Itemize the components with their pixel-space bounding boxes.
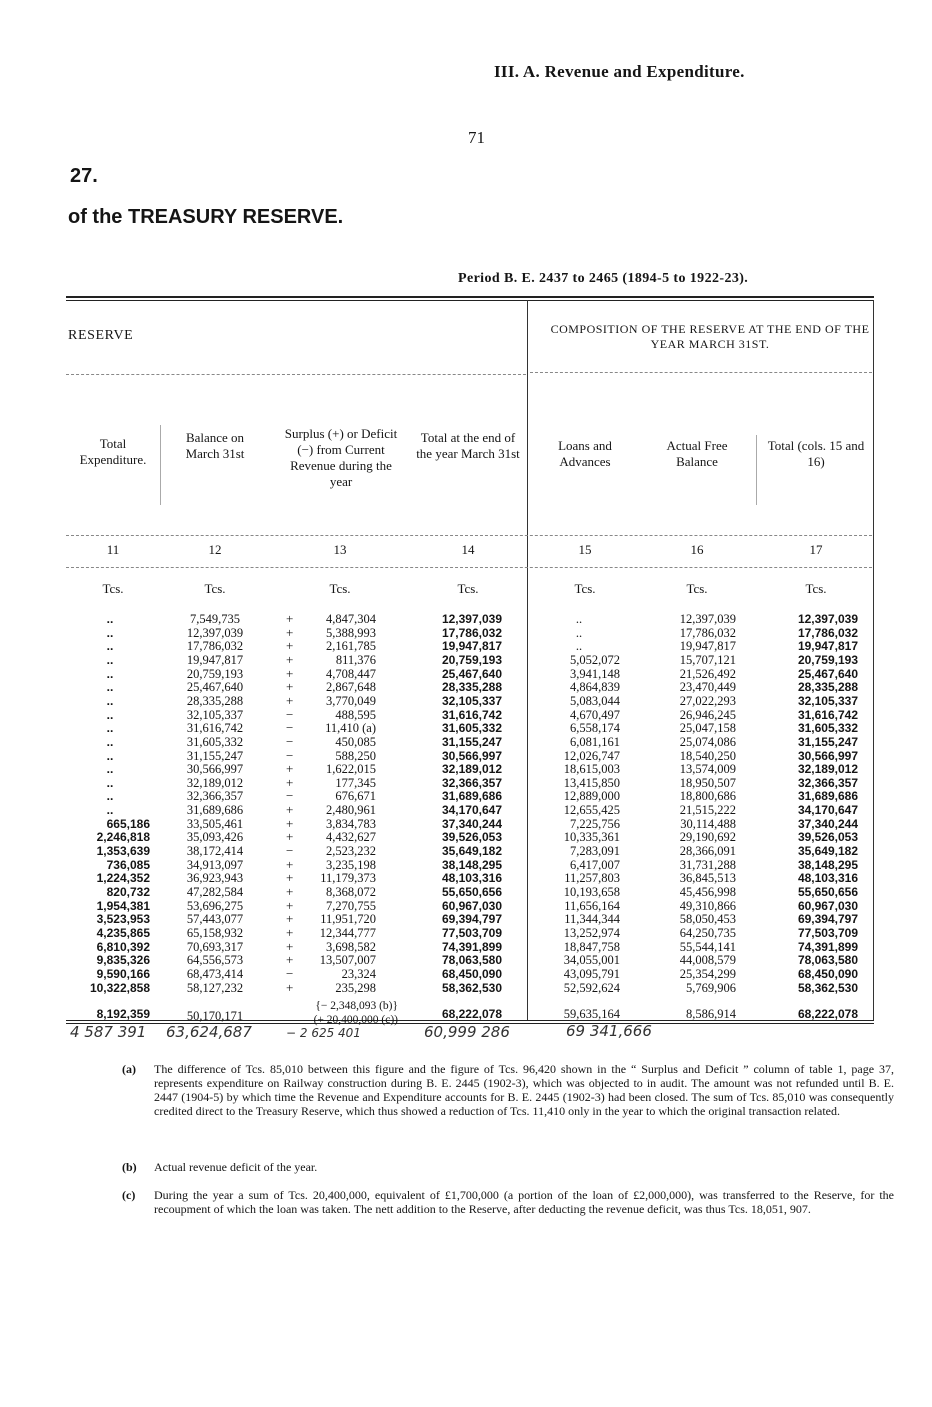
cell-total-end: 31,155,247 (441, 734, 502, 749)
cell-sign: + (286, 624, 294, 640)
cell-loans: 6,081,161 (570, 734, 620, 749)
cell-balance: 65,158,932 (186, 925, 244, 940)
cell-free-balance: 18,540,250 (679, 748, 736, 763)
cell-free-balance: 12,397,039 (679, 612, 736, 626)
cell-balance: 32,105,337 (186, 707, 244, 722)
cell-balance: 20,759,193 (186, 666, 244, 681)
cell-total-end: 38,148,295 (441, 857, 502, 872)
cell-total-expenditure: .. (106, 625, 114, 640)
cell-loans: 7,225,756 (570, 816, 620, 831)
reserve-group-label: RESERVE (68, 328, 134, 343)
cell-total-end: 55,650,656 (441, 885, 502, 899)
cell-sign: + (286, 829, 294, 845)
cell-free-balance: 18,950,507 (679, 775, 736, 790)
cell-total-expenditure: .. (106, 612, 114, 626)
cell-loans: 4,864,839 (570, 680, 620, 695)
cell-loans: 5,052,072 (570, 652, 620, 667)
cell-total-expenditure: .. (106, 762, 114, 777)
cell-loans: 11,344,344 (564, 912, 620, 927)
cell-balance: 47,282,584 (186, 885, 244, 899)
cell-loans: .. (575, 612, 583, 626)
cell-total-cols: 35,649,182 (797, 844, 858, 859)
cell-total-end: 20,759,193 (441, 652, 502, 667)
colhead-free-balance: Actual Free Balance (666, 438, 728, 469)
unit-15: Tcs. (574, 581, 596, 596)
period-label: Period B. E. 2437 to 2465 (1894-5 to 1922-23). (458, 271, 749, 286)
cell-total-expenditure: .. (106, 639, 114, 654)
cell-free-balance: 64,250,735 (679, 925, 736, 940)
cell-free-balance: 28,366,091 (679, 844, 736, 859)
cell-loans: 43,095,791 (563, 966, 620, 981)
cell-balance: 57,443,077 (186, 912, 244, 927)
cell-total-cols: 38,148,295 (797, 857, 858, 872)
cell-loans: 13,415,850 (563, 775, 620, 790)
last-balance: 50,170,171 (186, 1009, 244, 1023)
cell-total-cols: 69,394,797 (797, 912, 858, 927)
cell-balance: 7,549,735 (190, 612, 240, 626)
cell-surplus-deficit: 588,250 (335, 748, 376, 763)
note-b-text: Actual revenue deficit of the year. (154, 1160, 318, 1174)
cell-balance: 12,397,039 (186, 625, 244, 640)
cell-balance: 53,696,275 (186, 898, 244, 913)
cell-balance: 28,335,288 (186, 693, 244, 708)
cell-total-cols: 78,063,580 (797, 953, 858, 968)
cell-balance: 34,913,097 (186, 857, 244, 872)
cell-total-expenditure: .. (106, 789, 114, 804)
table-top-rule-inner (66, 300, 874, 301)
cell-total-end: 74,391,899 (441, 939, 502, 954)
col-sep-1 (160, 425, 161, 505)
cell-surplus-deficit: 11,951,720 (320, 912, 376, 927)
table-number: 27. (70, 165, 98, 187)
cell-total-expenditure: 10,322,858 (89, 980, 150, 995)
cell-total-expenditure: 4,235,865 (96, 925, 150, 940)
cell-total-cols: 25,467,640 (797, 666, 858, 681)
cell-total-cols: 30,566,997 (797, 748, 858, 763)
cell-surplus-deficit: 11,179,373 (320, 871, 376, 886)
cell-total-cols: 32,189,012 (797, 762, 858, 777)
group-divider (527, 300, 528, 1020)
cell-total-cols: 58,362,530 (797, 980, 858, 995)
cell-total-cols: 55,650,656 (797, 885, 858, 899)
composition-group-label: COMPOSITION OF THE RESERVE AT THE END OF THE YEAR MARCH 31ST. (550, 322, 870, 351)
cell-sign: − (286, 965, 294, 981)
cell-balance: 58,127,232 (186, 980, 244, 995)
colhead-dash (66, 535, 872, 536)
cell-total-cols: 31,689,686 (797, 789, 858, 804)
cell-sign: − (286, 706, 294, 722)
cell-total-expenditure: .. (106, 734, 114, 749)
cell-total-expenditure: 2,246,818 (96, 830, 150, 845)
cell-total-end: 17,786,032 (441, 625, 502, 640)
cell-sign: − (286, 843, 294, 859)
handwritten-balance: 63,624,687 (166, 1023, 252, 1041)
cell-free-balance: 25,047,158 (679, 721, 736, 736)
cell-total-expenditure: 1,954,381 (96, 898, 150, 913)
cell-surplus-deficit: 2,161,785 (326, 639, 376, 654)
cell-loans: .. (575, 639, 583, 654)
cell-total-expenditure: 3,523,953 (96, 912, 150, 927)
cell-balance: 36,923,943 (186, 871, 244, 886)
cell-free-balance: 19,947,817 (679, 639, 736, 654)
cell-surplus-deficit: 488,595 (335, 707, 376, 722)
unit-16: Tcs. (686, 581, 708, 596)
colnum-11: 11 (106, 542, 120, 557)
cell-sign: + (286, 856, 294, 872)
cell-free-balance: 27,022,293 (679, 693, 736, 708)
cell-sign: + (286, 952, 294, 968)
cell-total-cols: 77,503,709 (797, 925, 858, 940)
cell-balance: 35,093,426 (186, 830, 244, 845)
cell-total-end: 77,503,709 (441, 925, 502, 940)
cell-total-end: 39,526,053 (441, 830, 502, 845)
cell-balance: 64,556,573 (186, 953, 244, 968)
cell-surplus-deficit: 3,698,582 (326, 939, 376, 954)
cell-balance: 33,505,461 (186, 816, 244, 831)
handwritten-total-expenditure: 4 587 391 (70, 1023, 147, 1041)
cell-balance: 32,366,357 (186, 789, 244, 804)
colnum-14: 14 (461, 542, 475, 557)
cell-loans: 52,592,624 (563, 980, 620, 995)
unit-11: Tcs. (102, 581, 124, 596)
cell-balance: 38,172,414 (186, 844, 244, 859)
cell-free-balance: 23,470,449 (679, 680, 736, 695)
cell-total-end: 68,450,090 (441, 966, 502, 981)
cell-sign: + (286, 924, 294, 940)
cell-total-end: 12,397,039 (441, 612, 502, 626)
cell-surplus-deficit: 3,770,049 (326, 693, 376, 708)
cell-surplus-deficit: 3,834,783 (326, 816, 376, 831)
cell-free-balance: 15,707,121 (679, 652, 736, 667)
cell-total-expenditure: 9,835,326 (96, 953, 150, 968)
cell-total-end: 19,947,817 (441, 639, 502, 654)
cell-total-cols: 12,397,039 (797, 612, 858, 626)
cell-surplus-deficit: 450,085 (335, 734, 376, 749)
cell-sign: + (286, 774, 294, 790)
colhead-loans: Loans and Advances (558, 438, 612, 469)
cell-total-end: 31,689,686 (441, 789, 502, 804)
cell-surplus-deficit: 4,708,447 (326, 666, 376, 681)
cell-free-balance: 55,544,141 (679, 939, 736, 954)
unit-12: Tcs. (204, 581, 226, 596)
cell-total-end: 30,566,997 (441, 748, 502, 763)
cell-total-cols: 31,616,742 (797, 707, 858, 722)
cell-balance: 31,155,247 (186, 748, 244, 763)
cell-total-expenditure: .. (106, 707, 114, 722)
cell-total-end: 32,189,012 (441, 762, 502, 777)
cell-total-cols: 32,366,357 (797, 775, 858, 790)
cell-sign: − (286, 788, 294, 804)
cell-total-expenditure: .. (106, 748, 114, 763)
cell-loans: 18,615,003 (563, 762, 620, 777)
cell-free-balance: 58,050,453 (679, 912, 736, 927)
cell-balance: 68,473,414 (186, 966, 244, 981)
cell-sign: + (286, 802, 294, 818)
cell-loans: 11,257,803 (564, 871, 620, 886)
note-a-text: The difference of Tcs. 85,010 between this figure and the figure of Tcs. 96,420 shown in the “ Surplus and Deficit ” column of table 1, page 37, represents expenditure on Railway construction during B. E. 2445 (1902-3), which was objected to in audit. The amount was not refunded until B. E. 2447 (1904-5) by which time the Revenue and Expenditure accounts for B. E. 2445 (1902-3) had been closed. The sum of Tcs. 85,010 was consequently credited direct to the Treasury Reserve, which thus showed a reduction of Tcs. 11,410 only in the year to which the original transaction related. (154, 1062, 894, 1118)
cell-total-end: 31,616,742 (441, 707, 502, 722)
cell-sign: + (286, 815, 294, 831)
cell-total-cols: 31,605,332 (797, 721, 858, 736)
cell-total-end: 35,649,182 (441, 844, 502, 859)
cell-total-cols: 31,155,247 (797, 734, 858, 749)
cell-total-cols: 74,391,899 (797, 939, 858, 954)
cell-loans: 12,655,425 (563, 803, 620, 818)
cell-total-expenditure: .. (106, 693, 114, 708)
cell-free-balance: 25,354,299 (679, 966, 736, 981)
cell-total-expenditure: .. (106, 775, 114, 790)
colhead-total-end: Total at the end of the year March 31st (416, 430, 520, 461)
cell-total-end: 32,366,357 (441, 775, 502, 790)
cell-loans: 6,417,007 (570, 857, 620, 872)
cell-total-cols: 34,170,647 (797, 803, 858, 818)
cell-surplus-deficit: 235,298 (335, 980, 376, 995)
last-total-end: 68,222,078 (441, 1007, 502, 1021)
cell-balance: 31,689,686 (186, 803, 244, 818)
cell-free-balance: 25,074,086 (679, 734, 736, 749)
cell-sign: + (286, 897, 294, 913)
cell-surplus-deficit: 3,235,198 (326, 857, 376, 872)
cell-total-cols: 68,450,090 (797, 966, 858, 981)
cell-surplus-deficit: 1,622,015 (326, 762, 376, 777)
cell-balance: 19,947,817 (186, 652, 244, 667)
colnum-15: 15 (578, 542, 592, 557)
note-c-mark: (c) (122, 1188, 136, 1202)
cell-loans: 11,656,164 (564, 898, 620, 913)
cell-loans: 3,941,148 (570, 666, 620, 681)
handwritten-deficit: − 2 625 401 (286, 1026, 361, 1040)
cell-surplus-deficit: 13,507,007 (319, 953, 376, 968)
cell-free-balance: 26,946,245 (679, 707, 736, 722)
cell-surplus-deficit: 2,867,648 (326, 680, 376, 695)
cell-free-balance: 18,800,686 (679, 789, 736, 804)
section-title: III. A. Revenue and Expenditure. (494, 62, 745, 81)
cell-surplus-deficit: 4,847,304 (326, 612, 376, 626)
cell-balance: 31,605,332 (186, 734, 244, 749)
last-total-cols: 68,222,078 (797, 1007, 858, 1021)
page-number: 71 (468, 128, 485, 147)
cell-total-cols: 48,103,316 (797, 871, 858, 886)
cell-loans: .. (575, 625, 583, 640)
cell-free-balance: 29,190,692 (679, 830, 736, 845)
last-deficit: {− 2,348,093 (b)} (315, 1000, 398, 1012)
cell-sign: + (286, 884, 294, 899)
cell-free-balance: 21,526,492 (679, 666, 736, 681)
cell-loans: 5,083,044 (570, 693, 620, 708)
colnum-13: 13 (333, 542, 347, 557)
cell-loans: 18,847,758 (563, 939, 620, 954)
colhead-balance: Balance on March 31st (185, 430, 245, 461)
unit-14: Tcs. (457, 581, 479, 596)
cell-surplus-deficit: 177,345 (335, 775, 376, 790)
cell-total-expenditure: 665,186 (106, 816, 150, 831)
unit-17: Tcs. (805, 581, 827, 596)
cell-total-cols: 39,526,053 (797, 830, 858, 845)
handwritten-total-end: 60,999 286 (424, 1023, 510, 1041)
cell-surplus-deficit: 4,432,627 (326, 830, 376, 845)
cell-sign: − (286, 747, 294, 763)
cell-free-balance: 13,574,009 (679, 762, 736, 777)
cell-total-expenditure: 820,732 (106, 885, 150, 899)
cell-sign: + (286, 692, 294, 708)
cell-sign: + (286, 938, 294, 954)
cell-free-balance: 17,786,032 (679, 625, 736, 640)
cell-total-end: 34,170,647 (441, 803, 502, 818)
cell-loans: 6,558,174 (570, 721, 620, 736)
cell-total-end: 31,605,332 (441, 721, 502, 736)
cell-loans: 34,055,001 (563, 953, 620, 968)
cell-total-end: 48,103,316 (441, 871, 502, 886)
header-dash-right (530, 372, 872, 373)
cell-loans: 12,026,747 (563, 748, 620, 763)
right-border (873, 300, 874, 1020)
cell-free-balance: 49,310,866 (679, 898, 736, 913)
cell-free-balance: 31,731,288 (679, 857, 736, 872)
cell-total-expenditure: .. (106, 803, 114, 818)
cell-surplus-deficit: 5,388,993 (326, 625, 376, 640)
cell-total-expenditure: 1,353,639 (96, 844, 150, 859)
cell-surplus-deficit: 2,523,232 (326, 844, 376, 859)
last-loans: 59,635,164 (563, 1007, 620, 1021)
colhead-total-cols: Total (cols. 15 and 16) (767, 438, 865, 469)
cell-total-end: 60,967,030 (441, 898, 502, 913)
header-dash (66, 374, 526, 375)
cell-free-balance: 5,769,906 (686, 980, 736, 995)
last-surplus-loan: (+ 20,400,000 (c)) (313, 1014, 398, 1026)
last-free-balance: 8,586,914 (686, 1007, 736, 1021)
cell-loans: 12,889,000 (563, 789, 620, 804)
cell-total-expenditure: .. (106, 721, 114, 736)
cell-surplus-deficit: 11,410 (a) (325, 721, 376, 736)
cell-total-cols: 17,786,032 (797, 625, 858, 640)
cell-total-end: 32,105,337 (441, 693, 502, 708)
cell-balance: 31,616,742 (186, 721, 244, 736)
cell-surplus-deficit: 7,270,755 (326, 898, 376, 913)
cell-total-cols: 32,105,337 (797, 693, 858, 708)
cell-sign: + (286, 611, 294, 626)
cell-sign: + (286, 651, 294, 667)
cell-total-expenditure: 1,224,352 (96, 871, 150, 886)
cell-total-end: 58,362,530 (441, 980, 502, 995)
cell-surplus-deficit: 8,368,072 (326, 885, 376, 899)
cell-loans: 13,252,974 (563, 925, 620, 940)
cell-balance: 30,566,997 (186, 762, 244, 777)
colhead-total-expenditure: Total Expenditure. (79, 436, 147, 467)
cell-free-balance: 36,845,513 (679, 871, 736, 886)
cell-free-balance: 30,114,488 (680, 816, 736, 831)
cell-sign: + (286, 761, 294, 777)
cell-total-end: 28,335,288 (441, 680, 502, 695)
last-total-expenditure: 8,192,359 (96, 1007, 150, 1021)
colnum-12: 12 (208, 542, 222, 557)
cell-sign: + (286, 979, 294, 995)
note-a-mark: (a) (122, 1062, 136, 1076)
cell-total-end: 69,394,797 (441, 912, 502, 927)
cell-sign: + (286, 679, 294, 695)
cell-loans: 10,335,361 (563, 830, 620, 845)
cell-sign: − (286, 720, 294, 736)
cell-loans: 4,670,497 (570, 707, 620, 722)
cell-surplus-deficit: 12,344,777 (319, 925, 376, 940)
cell-surplus-deficit: 2,480,961 (326, 803, 376, 818)
note-c-text: During the year a sum of Tcs. 20,400,000, equivalent of £1,700,000 (a portion of the loan of £2,000,000), was transferred to the Reserve, for the recoupment of which the loan was taken. The nett addition to the Reserve, after deducting the revenue deficit, was thus Tcs. 18,051, 907. (154, 1188, 894, 1216)
cell-total-end: 78,063,580 (441, 953, 502, 968)
cell-balance: 25,467,640 (186, 680, 244, 695)
cell-total-end: 25,467,640 (441, 666, 502, 681)
cell-total-cols: 19,947,817 (797, 639, 858, 654)
cell-total-expenditure: 736,085 (106, 857, 150, 872)
colhead-surplus-deficit: Surplus (+) or Deficit (−) from Current Revenue during the year (284, 426, 398, 489)
cell-loans: 7,283,091 (570, 844, 620, 859)
cell-sign: + (286, 638, 294, 654)
cell-total-cols: 37,340,244 (797, 816, 858, 831)
cell-free-balance: 45,456,998 (679, 885, 736, 899)
cell-total-end: 37,340,244 (441, 816, 502, 831)
cell-sign: + (286, 911, 294, 927)
cell-free-balance: 44,008,579 (679, 953, 736, 968)
cell-surplus-deficit: 23,324 (341, 966, 376, 981)
note-b-mark: (b) (122, 1160, 137, 1174)
cell-balance: 17,786,032 (186, 639, 244, 654)
cell-sign: + (286, 665, 294, 681)
cell-surplus-deficit: 676,671 (335, 789, 376, 804)
cell-sign: + (286, 870, 294, 886)
unit-13: Tcs. (329, 581, 351, 596)
colnum-dash (66, 567, 872, 568)
cell-free-balance: 21,515,222 (679, 803, 736, 818)
cell-balance: 32,189,012 (186, 775, 244, 790)
table-title: of the TREASURY RESERVE. (68, 206, 344, 228)
cell-surplus-deficit: 811,376 (335, 652, 376, 667)
cell-total-expenditure: 6,810,392 (96, 939, 150, 954)
cell-balance: 70,693,317 (186, 939, 244, 954)
cell-total-expenditure: .. (106, 666, 114, 681)
cell-total-expenditure: .. (106, 652, 114, 667)
cell-loans: 10,193,658 (563, 885, 620, 899)
colnum-17: 17 (809, 542, 823, 557)
col-sep-6 (756, 435, 757, 505)
cell-total-expenditure: .. (106, 680, 114, 695)
cell-total-cols: 60,967,030 (797, 898, 858, 913)
table-top-rule (66, 296, 874, 298)
cell-total-cols: 20,759,193 (797, 652, 858, 667)
cell-total-expenditure: 9,590,166 (96, 966, 150, 981)
handwritten-loans: 69 341,666 (566, 1022, 652, 1040)
colnum-16: 16 (690, 542, 704, 557)
cell-sign: − (286, 733, 294, 749)
cell-total-cols: 28,335,288 (797, 680, 858, 695)
